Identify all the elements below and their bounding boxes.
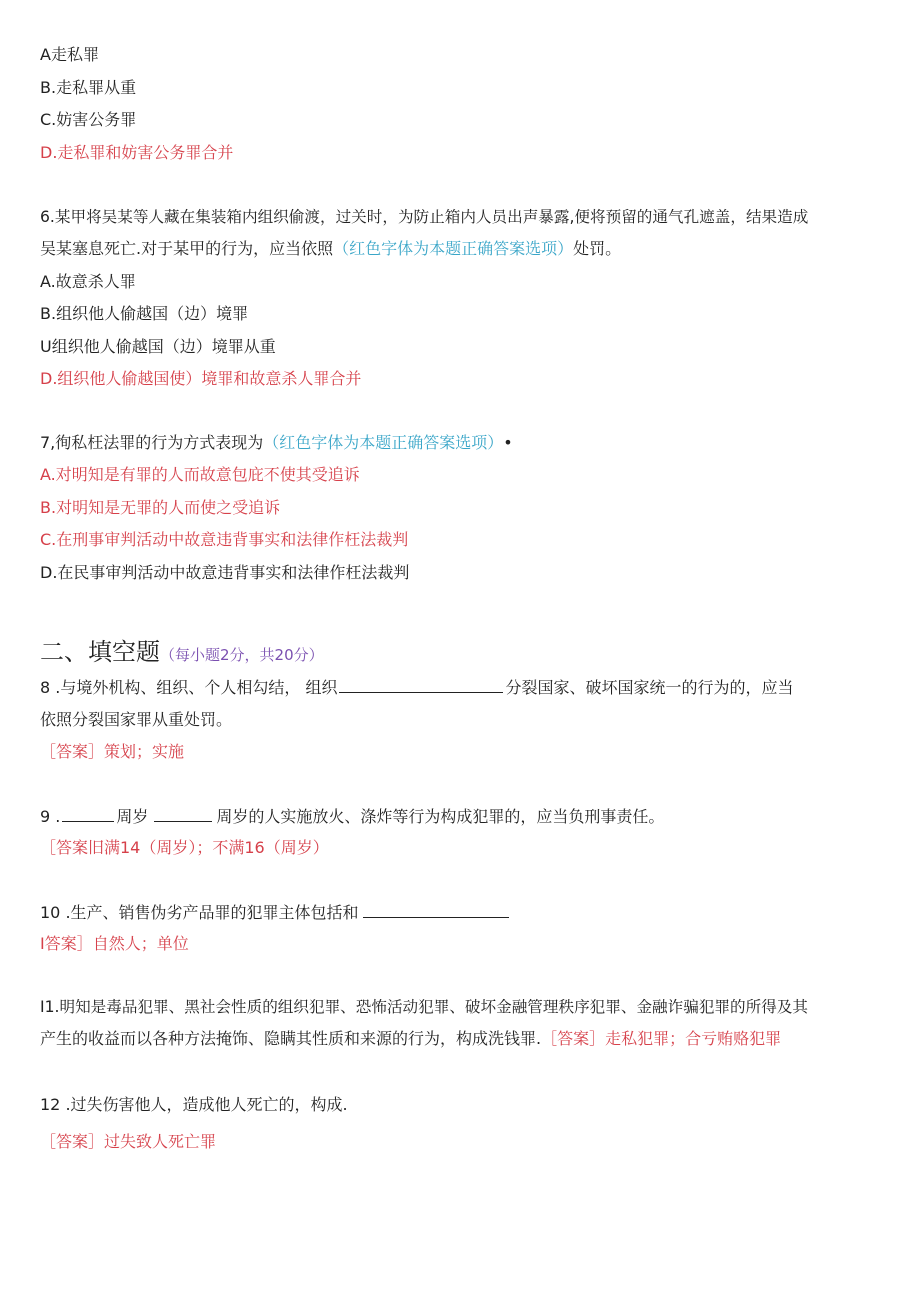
q7-stem bbox=[40, 432, 513, 454]
q5-option-b: B.走私罪从重 bbox=[40, 78, 137, 97]
q7-hint: （红色字体为本题正确答案选项） bbox=[263, 433, 504, 452]
q10-blank bbox=[363, 901, 509, 918]
q5-option-c: C.妨害公务罪 bbox=[40, 110, 137, 129]
q9-unit-1: 周岁 bbox=[116, 807, 149, 826]
q9-stem-text: 周岁的人实施放火、涤炸等行为构成犯罪的，应当负刑事责任。 bbox=[216, 807, 665, 826]
section-title: 二、填空题 bbox=[40, 638, 160, 666]
q8-answer: ［答案］策划；实施 bbox=[40, 742, 185, 761]
section-score-note: （每小题2分，共20分） bbox=[160, 646, 324, 664]
q7-correct-option-c: C.在刑事审判活动中故意违背事实和法律作枉法裁判 bbox=[40, 530, 409, 549]
q8-stem-line1 bbox=[40, 676, 793, 699]
q9-stem bbox=[40, 805, 664, 828]
q5-correct-option: D.走私罪和妨害公务罪合并 bbox=[40, 143, 234, 162]
q12-answer: ［答案］过失致人死亡罪 bbox=[40, 1132, 217, 1151]
q6-option-b: B.组织他人偷越国（边）境罪 bbox=[40, 304, 249, 323]
q9-blank-2 bbox=[154, 805, 212, 822]
q6-stem-text: 吴某塞息死亡.对于某甲的行为，应当依照 bbox=[40, 239, 334, 258]
q7-stem-end: • bbox=[503, 433, 513, 452]
q10-answer: I答案］自然人；单位 bbox=[40, 934, 189, 953]
q6-correct-option: D.组织他人偷越国使）境罪和故意杀人罪合并 bbox=[40, 369, 362, 388]
q6-stem-line2 bbox=[40, 238, 621, 260]
q9-number: 9 . bbox=[40, 807, 61, 826]
q9-answer: ［答案旧满14（周岁）；不满16（周岁） bbox=[40, 838, 329, 857]
q7-option-d: D.在民事审判活动中故意违背事实和法律作枉法裁判 bbox=[40, 563, 410, 582]
q11-answer: ［答案］走私犯罪；合亏贿赂犯罪 bbox=[541, 1029, 782, 1048]
q10-stem-text: 10 .生产、销售伪劣产品罪的犯罪主体包括和 bbox=[40, 903, 359, 922]
q8-stem-text: 8 .与境外机构、组织、个人相勾结， 组织 bbox=[40, 678, 338, 697]
q8-blank bbox=[339, 676, 503, 693]
q11-stem-line2 bbox=[40, 1028, 781, 1050]
q6-option-c: U组织他人偷越国（边）境罪从重 bbox=[40, 337, 276, 356]
q7-stem-text: 7,徇私枉法罪的行为方式表现为 bbox=[40, 433, 264, 452]
q8-stem-text-end: 分裂国家、破坏国家统一的行为的，应当 bbox=[505, 678, 794, 697]
section-heading bbox=[40, 637, 324, 667]
q6-hint: （红色字体为本题正确答案选项） bbox=[333, 239, 574, 258]
q6-stem-end: 处罚。 bbox=[573, 239, 622, 258]
q7-correct-option-a: A.对明知是有罪的人而故意包庇不使其受追诉 bbox=[40, 465, 360, 484]
q7-correct-option-b: B.对明知是无罪的人而使之受追诉 bbox=[40, 498, 281, 517]
q6-stem-line1: 6.某甲将吴某等人藏在集装箱内组织偷渡，过关时，为防止箱内人员出声暴露,便将预留的通气孔遮盖，结果造成 bbox=[40, 208, 809, 226]
q11-stem-text: 产生的收益而以各种方法掩饰、隐瞒其性质和来源的行为，构成洗钱罪. bbox=[40, 1029, 542, 1048]
q12-stem: 12 .过失伤害他人，造成他人死亡的，构成. bbox=[40, 1095, 348, 1114]
q6-option-a: A.故意杀人罪 bbox=[40, 272, 136, 291]
q5-option-a: A走私罪 bbox=[40, 45, 99, 64]
q10-stem bbox=[40, 901, 509, 924]
q11-stem-line1: I1.明知是毒品犯罪、黑社会性质的组织犯罪、恐怖活动犯罪、破坏金融管理秩序犯罪、金融诈骗犯罪的所得及其 bbox=[40, 998, 808, 1016]
q9-blank-1 bbox=[62, 805, 114, 822]
q8-stem-line2: 依照分裂国家罪从重处罚。 bbox=[40, 710, 233, 729]
